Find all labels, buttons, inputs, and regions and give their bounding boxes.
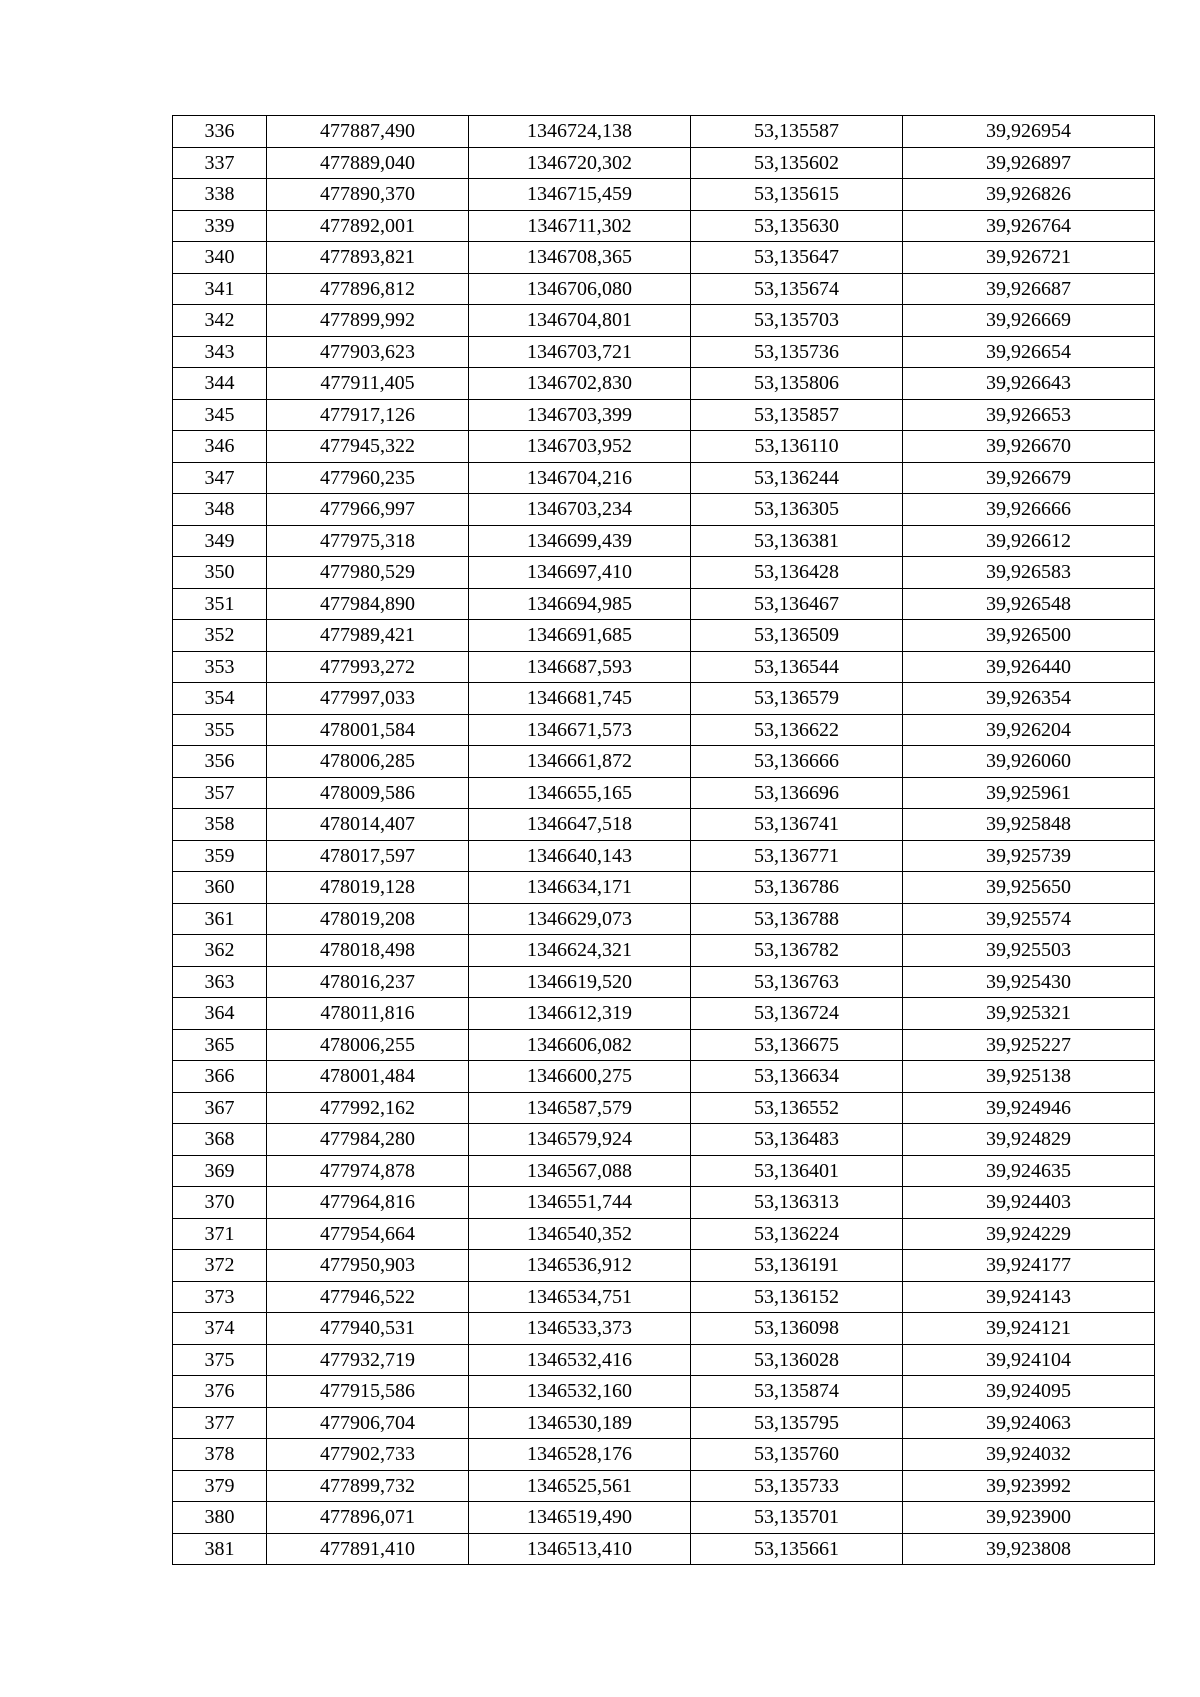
table-row [173, 998, 1155, 1030]
x-coordinate-cell: 477896,071 [267, 1502, 469, 1534]
y-coordinate-cell: 1346533,373 [469, 1313, 691, 1345]
y-coordinate-cell: 1346704,801 [469, 305, 691, 337]
y-coordinate-cell: 1346530,189 [469, 1407, 691, 1439]
longitude-cell: 39,924095 [903, 1376, 1155, 1408]
x-coordinate-cell: 477945,322 [267, 431, 469, 463]
longitude-cell: 39,925227 [903, 1029, 1155, 1061]
y-coordinate-cell: 1346534,751 [469, 1281, 691, 1313]
longitude-cell: 39,925321 [903, 998, 1155, 1030]
table-row [173, 336, 1155, 368]
y-coordinate-cell: 1346720,302 [469, 147, 691, 179]
y-coordinate-cell: 1346606,082 [469, 1029, 691, 1061]
point-number-cell: 344 [173, 368, 267, 400]
table-row [173, 1470, 1155, 1502]
latitude-cell: 53,135736 [691, 336, 903, 368]
longitude-cell: 39,926669 [903, 305, 1155, 337]
longitude-cell: 39,924229 [903, 1218, 1155, 1250]
y-coordinate-cell: 1346551,744 [469, 1187, 691, 1219]
x-coordinate-cell: 477911,405 [267, 368, 469, 400]
longitude-cell: 39,925574 [903, 903, 1155, 935]
y-coordinate-cell: 1346587,579 [469, 1092, 691, 1124]
latitude-cell: 53,135874 [691, 1376, 903, 1408]
y-coordinate-cell: 1346624,321 [469, 935, 691, 967]
point-number-cell: 356 [173, 746, 267, 778]
latitude-cell: 53,136579 [691, 683, 903, 715]
latitude-cell: 53,136098 [691, 1313, 903, 1345]
latitude-cell: 53,136763 [691, 966, 903, 998]
table-row [173, 935, 1155, 967]
table-row [173, 116, 1155, 148]
latitude-cell: 53,136401 [691, 1155, 903, 1187]
table-row [173, 1533, 1155, 1565]
x-coordinate-cell: 477964,816 [267, 1187, 469, 1219]
longitude-cell: 39,926670 [903, 431, 1155, 463]
point-number-cell: 351 [173, 588, 267, 620]
table-row [173, 746, 1155, 778]
table-row [173, 1187, 1155, 1219]
table-row [173, 1092, 1155, 1124]
y-coordinate-cell: 1346629,073 [469, 903, 691, 935]
table-row [173, 1344, 1155, 1376]
latitude-cell: 53,136782 [691, 935, 903, 967]
x-coordinate-cell: 477984,280 [267, 1124, 469, 1156]
point-number-cell: 336 [173, 116, 267, 148]
y-coordinate-cell: 1346703,234 [469, 494, 691, 526]
longitude-cell: 39,926354 [903, 683, 1155, 715]
table-row [173, 872, 1155, 904]
y-coordinate-cell: 1346619,520 [469, 966, 691, 998]
table-row [173, 147, 1155, 179]
x-coordinate-cell: 477906,704 [267, 1407, 469, 1439]
latitude-cell: 53,135674 [691, 273, 903, 305]
latitude-cell: 53,136788 [691, 903, 903, 935]
x-coordinate-cell: 477891,410 [267, 1533, 469, 1565]
point-number-cell: 372 [173, 1250, 267, 1282]
point-number-cell: 373 [173, 1281, 267, 1313]
x-coordinate-cell: 477899,992 [267, 305, 469, 337]
x-coordinate-cell: 478014,407 [267, 809, 469, 841]
longitude-cell: 39,926440 [903, 651, 1155, 683]
point-number-cell: 343 [173, 336, 267, 368]
point-number-cell: 380 [173, 1502, 267, 1534]
table-row [173, 840, 1155, 872]
longitude-cell: 39,926721 [903, 242, 1155, 274]
point-number-cell: 349 [173, 525, 267, 557]
longitude-cell: 39,925739 [903, 840, 1155, 872]
x-coordinate-cell: 478018,498 [267, 935, 469, 967]
table-row [173, 1029, 1155, 1061]
table-row [173, 588, 1155, 620]
y-coordinate-cell: 1346708,365 [469, 242, 691, 274]
point-number-cell: 369 [173, 1155, 267, 1187]
table-row [173, 1439, 1155, 1471]
y-coordinate-cell: 1346703,721 [469, 336, 691, 368]
latitude-cell: 53,135587 [691, 116, 903, 148]
table-row [173, 620, 1155, 652]
y-coordinate-cell: 1346540,352 [469, 1218, 691, 1250]
x-coordinate-cell: 478016,237 [267, 966, 469, 998]
y-coordinate-cell: 1346661,872 [469, 746, 691, 778]
table-row [173, 809, 1155, 841]
table-row [173, 1250, 1155, 1282]
y-coordinate-cell: 1346687,593 [469, 651, 691, 683]
longitude-cell: 39,924177 [903, 1250, 1155, 1282]
table-row [173, 1061, 1155, 1093]
y-coordinate-cell: 1346699,439 [469, 525, 691, 557]
longitude-cell: 39,925961 [903, 777, 1155, 809]
y-coordinate-cell: 1346694,985 [469, 588, 691, 620]
latitude-cell: 53,136428 [691, 557, 903, 589]
latitude-cell: 53,136771 [691, 840, 903, 872]
table-row [173, 683, 1155, 715]
y-coordinate-cell: 1346724,138 [469, 116, 691, 148]
x-coordinate-cell: 477984,890 [267, 588, 469, 620]
y-coordinate-cell: 1346532,416 [469, 1344, 691, 1376]
longitude-cell: 39,926666 [903, 494, 1155, 526]
x-coordinate-cell: 477946,522 [267, 1281, 469, 1313]
coordinates-table [172, 115, 1155, 1565]
longitude-cell: 39,926654 [903, 336, 1155, 368]
longitude-cell: 39,926954 [903, 116, 1155, 148]
latitude-cell: 53,136305 [691, 494, 903, 526]
longitude-cell: 39,925503 [903, 935, 1155, 967]
x-coordinate-cell: 478001,584 [267, 714, 469, 746]
longitude-cell: 39,926060 [903, 746, 1155, 778]
point-number-cell: 345 [173, 399, 267, 431]
point-number-cell: 361 [173, 903, 267, 935]
table-row [173, 431, 1155, 463]
point-number-cell: 346 [173, 431, 267, 463]
table-row [173, 1313, 1155, 1345]
x-coordinate-cell: 477997,033 [267, 683, 469, 715]
table-row [173, 1407, 1155, 1439]
x-coordinate-cell: 478006,255 [267, 1029, 469, 1061]
x-coordinate-cell: 478017,597 [267, 840, 469, 872]
y-coordinate-cell: 1346703,399 [469, 399, 691, 431]
point-number-cell: 377 [173, 1407, 267, 1439]
x-coordinate-cell: 478001,484 [267, 1061, 469, 1093]
x-coordinate-cell: 478009,586 [267, 777, 469, 809]
table-row [173, 462, 1155, 494]
latitude-cell: 53,136724 [691, 998, 903, 1030]
x-coordinate-cell: 477940,531 [267, 1313, 469, 1345]
x-coordinate-cell: 477917,126 [267, 399, 469, 431]
latitude-cell: 53,136622 [691, 714, 903, 746]
y-coordinate-cell: 1346704,216 [469, 462, 691, 494]
x-coordinate-cell: 477989,421 [267, 620, 469, 652]
table-row [173, 179, 1155, 211]
table-row [173, 651, 1155, 683]
latitude-cell: 53,135615 [691, 179, 903, 211]
latitude-cell: 53,136381 [691, 525, 903, 557]
point-number-cell: 379 [173, 1470, 267, 1502]
longitude-cell: 39,925430 [903, 966, 1155, 998]
latitude-cell: 53,135701 [691, 1502, 903, 1534]
table-row [173, 242, 1155, 274]
point-number-cell: 376 [173, 1376, 267, 1408]
y-coordinate-cell: 1346640,143 [469, 840, 691, 872]
y-coordinate-cell: 1346513,410 [469, 1533, 691, 1565]
latitude-cell: 53,135857 [691, 399, 903, 431]
y-coordinate-cell: 1346612,319 [469, 998, 691, 1030]
longitude-cell: 39,925138 [903, 1061, 1155, 1093]
table-row [173, 494, 1155, 526]
x-coordinate-cell: 477890,370 [267, 179, 469, 211]
latitude-cell: 53,136552 [691, 1092, 903, 1124]
longitude-cell: 39,924403 [903, 1187, 1155, 1219]
point-number-cell: 338 [173, 179, 267, 211]
y-coordinate-cell: 1346525,561 [469, 1470, 691, 1502]
latitude-cell: 53,136224 [691, 1218, 903, 1250]
longitude-cell: 39,924121 [903, 1313, 1155, 1345]
y-coordinate-cell: 1346706,080 [469, 273, 691, 305]
y-coordinate-cell: 1346691,685 [469, 620, 691, 652]
latitude-cell: 53,136244 [691, 462, 903, 494]
longitude-cell: 39,926204 [903, 714, 1155, 746]
longitude-cell: 39,926679 [903, 462, 1155, 494]
x-coordinate-cell: 477903,623 [267, 336, 469, 368]
table-row [173, 525, 1155, 557]
table-row [173, 1124, 1155, 1156]
x-coordinate-cell: 477974,878 [267, 1155, 469, 1187]
point-number-cell: 364 [173, 998, 267, 1030]
y-coordinate-cell: 1346715,459 [469, 179, 691, 211]
longitude-cell: 39,923900 [903, 1502, 1155, 1534]
point-number-cell: 357 [173, 777, 267, 809]
table-row [173, 1155, 1155, 1187]
y-coordinate-cell: 1346567,088 [469, 1155, 691, 1187]
y-coordinate-cell: 1346702,830 [469, 368, 691, 400]
x-coordinate-cell: 477892,001 [267, 210, 469, 242]
latitude-cell: 53,136675 [691, 1029, 903, 1061]
latitude-cell: 53,136191 [691, 1250, 903, 1282]
point-number-cell: 350 [173, 557, 267, 589]
latitude-cell: 53,136786 [691, 872, 903, 904]
x-coordinate-cell: 477887,490 [267, 116, 469, 148]
latitude-cell: 53,136467 [691, 588, 903, 620]
longitude-cell: 39,926826 [903, 179, 1155, 211]
point-number-cell: 362 [173, 935, 267, 967]
point-number-cell: 348 [173, 494, 267, 526]
longitude-cell: 39,924946 [903, 1092, 1155, 1124]
table-row [173, 777, 1155, 809]
point-number-cell: 368 [173, 1124, 267, 1156]
latitude-cell: 53,136110 [691, 431, 903, 463]
table-row [173, 1218, 1155, 1250]
point-number-cell: 367 [173, 1092, 267, 1124]
table-row [173, 368, 1155, 400]
point-number-cell: 352 [173, 620, 267, 652]
longitude-cell: 39,923992 [903, 1470, 1155, 1502]
x-coordinate-cell: 477893,821 [267, 242, 469, 274]
y-coordinate-cell: 1346697,410 [469, 557, 691, 589]
x-coordinate-cell: 477980,529 [267, 557, 469, 589]
latitude-cell: 53,135703 [691, 305, 903, 337]
longitude-cell: 39,923808 [903, 1533, 1155, 1565]
longitude-cell: 39,924032 [903, 1439, 1155, 1471]
y-coordinate-cell: 1346703,952 [469, 431, 691, 463]
point-number-cell: 354 [173, 683, 267, 715]
point-number-cell: 358 [173, 809, 267, 841]
x-coordinate-cell: 477960,235 [267, 462, 469, 494]
y-coordinate-cell: 1346681,745 [469, 683, 691, 715]
y-coordinate-cell: 1346536,912 [469, 1250, 691, 1282]
point-number-cell: 370 [173, 1187, 267, 1219]
longitude-cell: 39,925848 [903, 809, 1155, 841]
y-coordinate-cell: 1346711,302 [469, 210, 691, 242]
point-number-cell: 339 [173, 210, 267, 242]
x-coordinate-cell: 477954,664 [267, 1218, 469, 1250]
point-number-cell: 378 [173, 1439, 267, 1471]
table-row [173, 557, 1155, 589]
latitude-cell: 53,135795 [691, 1407, 903, 1439]
coordinates-table-body [173, 116, 1155, 1565]
latitude-cell: 53,136509 [691, 620, 903, 652]
longitude-cell: 39,926897 [903, 147, 1155, 179]
point-number-cell: 363 [173, 966, 267, 998]
x-coordinate-cell: 477966,997 [267, 494, 469, 526]
point-number-cell: 374 [173, 1313, 267, 1345]
latitude-cell: 53,136313 [691, 1187, 903, 1219]
longitude-cell: 39,924829 [903, 1124, 1155, 1156]
latitude-cell: 53,135661 [691, 1533, 903, 1565]
x-coordinate-cell: 477975,318 [267, 525, 469, 557]
x-coordinate-cell: 478019,128 [267, 872, 469, 904]
x-coordinate-cell: 477915,586 [267, 1376, 469, 1408]
longitude-cell: 39,924635 [903, 1155, 1155, 1187]
point-number-cell: 355 [173, 714, 267, 746]
point-number-cell: 359 [173, 840, 267, 872]
table-row [173, 966, 1155, 998]
x-coordinate-cell: 477950,903 [267, 1250, 469, 1282]
point-number-cell: 366 [173, 1061, 267, 1093]
longitude-cell: 39,924143 [903, 1281, 1155, 1313]
y-coordinate-cell: 1346671,573 [469, 714, 691, 746]
longitude-cell: 39,924104 [903, 1344, 1155, 1376]
longitude-cell: 39,925650 [903, 872, 1155, 904]
table-row [173, 714, 1155, 746]
table-row [173, 1502, 1155, 1534]
latitude-cell: 53,135760 [691, 1439, 903, 1471]
table-row [173, 210, 1155, 242]
point-number-cell: 347 [173, 462, 267, 494]
longitude-cell: 39,926687 [903, 273, 1155, 305]
x-coordinate-cell: 478019,208 [267, 903, 469, 935]
point-number-cell: 365 [173, 1029, 267, 1061]
longitude-cell: 39,926764 [903, 210, 1155, 242]
longitude-cell: 39,924063 [903, 1407, 1155, 1439]
latitude-cell: 53,135630 [691, 210, 903, 242]
point-number-cell: 353 [173, 651, 267, 683]
table-row [173, 1281, 1155, 1313]
latitude-cell: 53,135602 [691, 147, 903, 179]
latitude-cell: 53,136544 [691, 651, 903, 683]
point-number-cell: 371 [173, 1218, 267, 1250]
point-number-cell: 337 [173, 147, 267, 179]
latitude-cell: 53,136483 [691, 1124, 903, 1156]
longitude-cell: 39,926612 [903, 525, 1155, 557]
latitude-cell: 53,136634 [691, 1061, 903, 1093]
point-number-cell: 342 [173, 305, 267, 337]
point-number-cell: 360 [173, 872, 267, 904]
x-coordinate-cell: 477932,719 [267, 1344, 469, 1376]
x-coordinate-cell: 477902,733 [267, 1439, 469, 1471]
latitude-cell: 53,135806 [691, 368, 903, 400]
latitude-cell: 53,136028 [691, 1344, 903, 1376]
x-coordinate-cell: 477992,162 [267, 1092, 469, 1124]
table-row [173, 273, 1155, 305]
x-coordinate-cell: 477889,040 [267, 147, 469, 179]
latitude-cell: 53,136696 [691, 777, 903, 809]
longitude-cell: 39,926643 [903, 368, 1155, 400]
latitude-cell: 53,135647 [691, 242, 903, 274]
table-row [173, 1376, 1155, 1408]
latitude-cell: 53,135733 [691, 1470, 903, 1502]
longitude-cell: 39,926583 [903, 557, 1155, 589]
table-row [173, 305, 1155, 337]
y-coordinate-cell: 1346519,490 [469, 1502, 691, 1534]
y-coordinate-cell: 1346647,518 [469, 809, 691, 841]
longitude-cell: 39,926653 [903, 399, 1155, 431]
table-row [173, 903, 1155, 935]
y-coordinate-cell: 1346579,924 [469, 1124, 691, 1156]
latitude-cell: 53,136741 [691, 809, 903, 841]
table-row [173, 399, 1155, 431]
x-coordinate-cell: 478006,285 [267, 746, 469, 778]
y-coordinate-cell: 1346634,171 [469, 872, 691, 904]
point-number-cell: 375 [173, 1344, 267, 1376]
point-number-cell: 381 [173, 1533, 267, 1565]
y-coordinate-cell: 1346532,160 [469, 1376, 691, 1408]
latitude-cell: 53,136666 [691, 746, 903, 778]
longitude-cell: 39,926500 [903, 620, 1155, 652]
y-coordinate-cell: 1346655,165 [469, 777, 691, 809]
point-number-cell: 341 [173, 273, 267, 305]
latitude-cell: 53,136152 [691, 1281, 903, 1313]
x-coordinate-cell: 478011,816 [267, 998, 469, 1030]
x-coordinate-cell: 477993,272 [267, 651, 469, 683]
x-coordinate-cell: 477896,812 [267, 273, 469, 305]
longitude-cell: 39,926548 [903, 588, 1155, 620]
x-coordinate-cell: 477899,732 [267, 1470, 469, 1502]
point-number-cell: 340 [173, 242, 267, 274]
y-coordinate-cell: 1346528,176 [469, 1439, 691, 1471]
y-coordinate-cell: 1346600,275 [469, 1061, 691, 1093]
